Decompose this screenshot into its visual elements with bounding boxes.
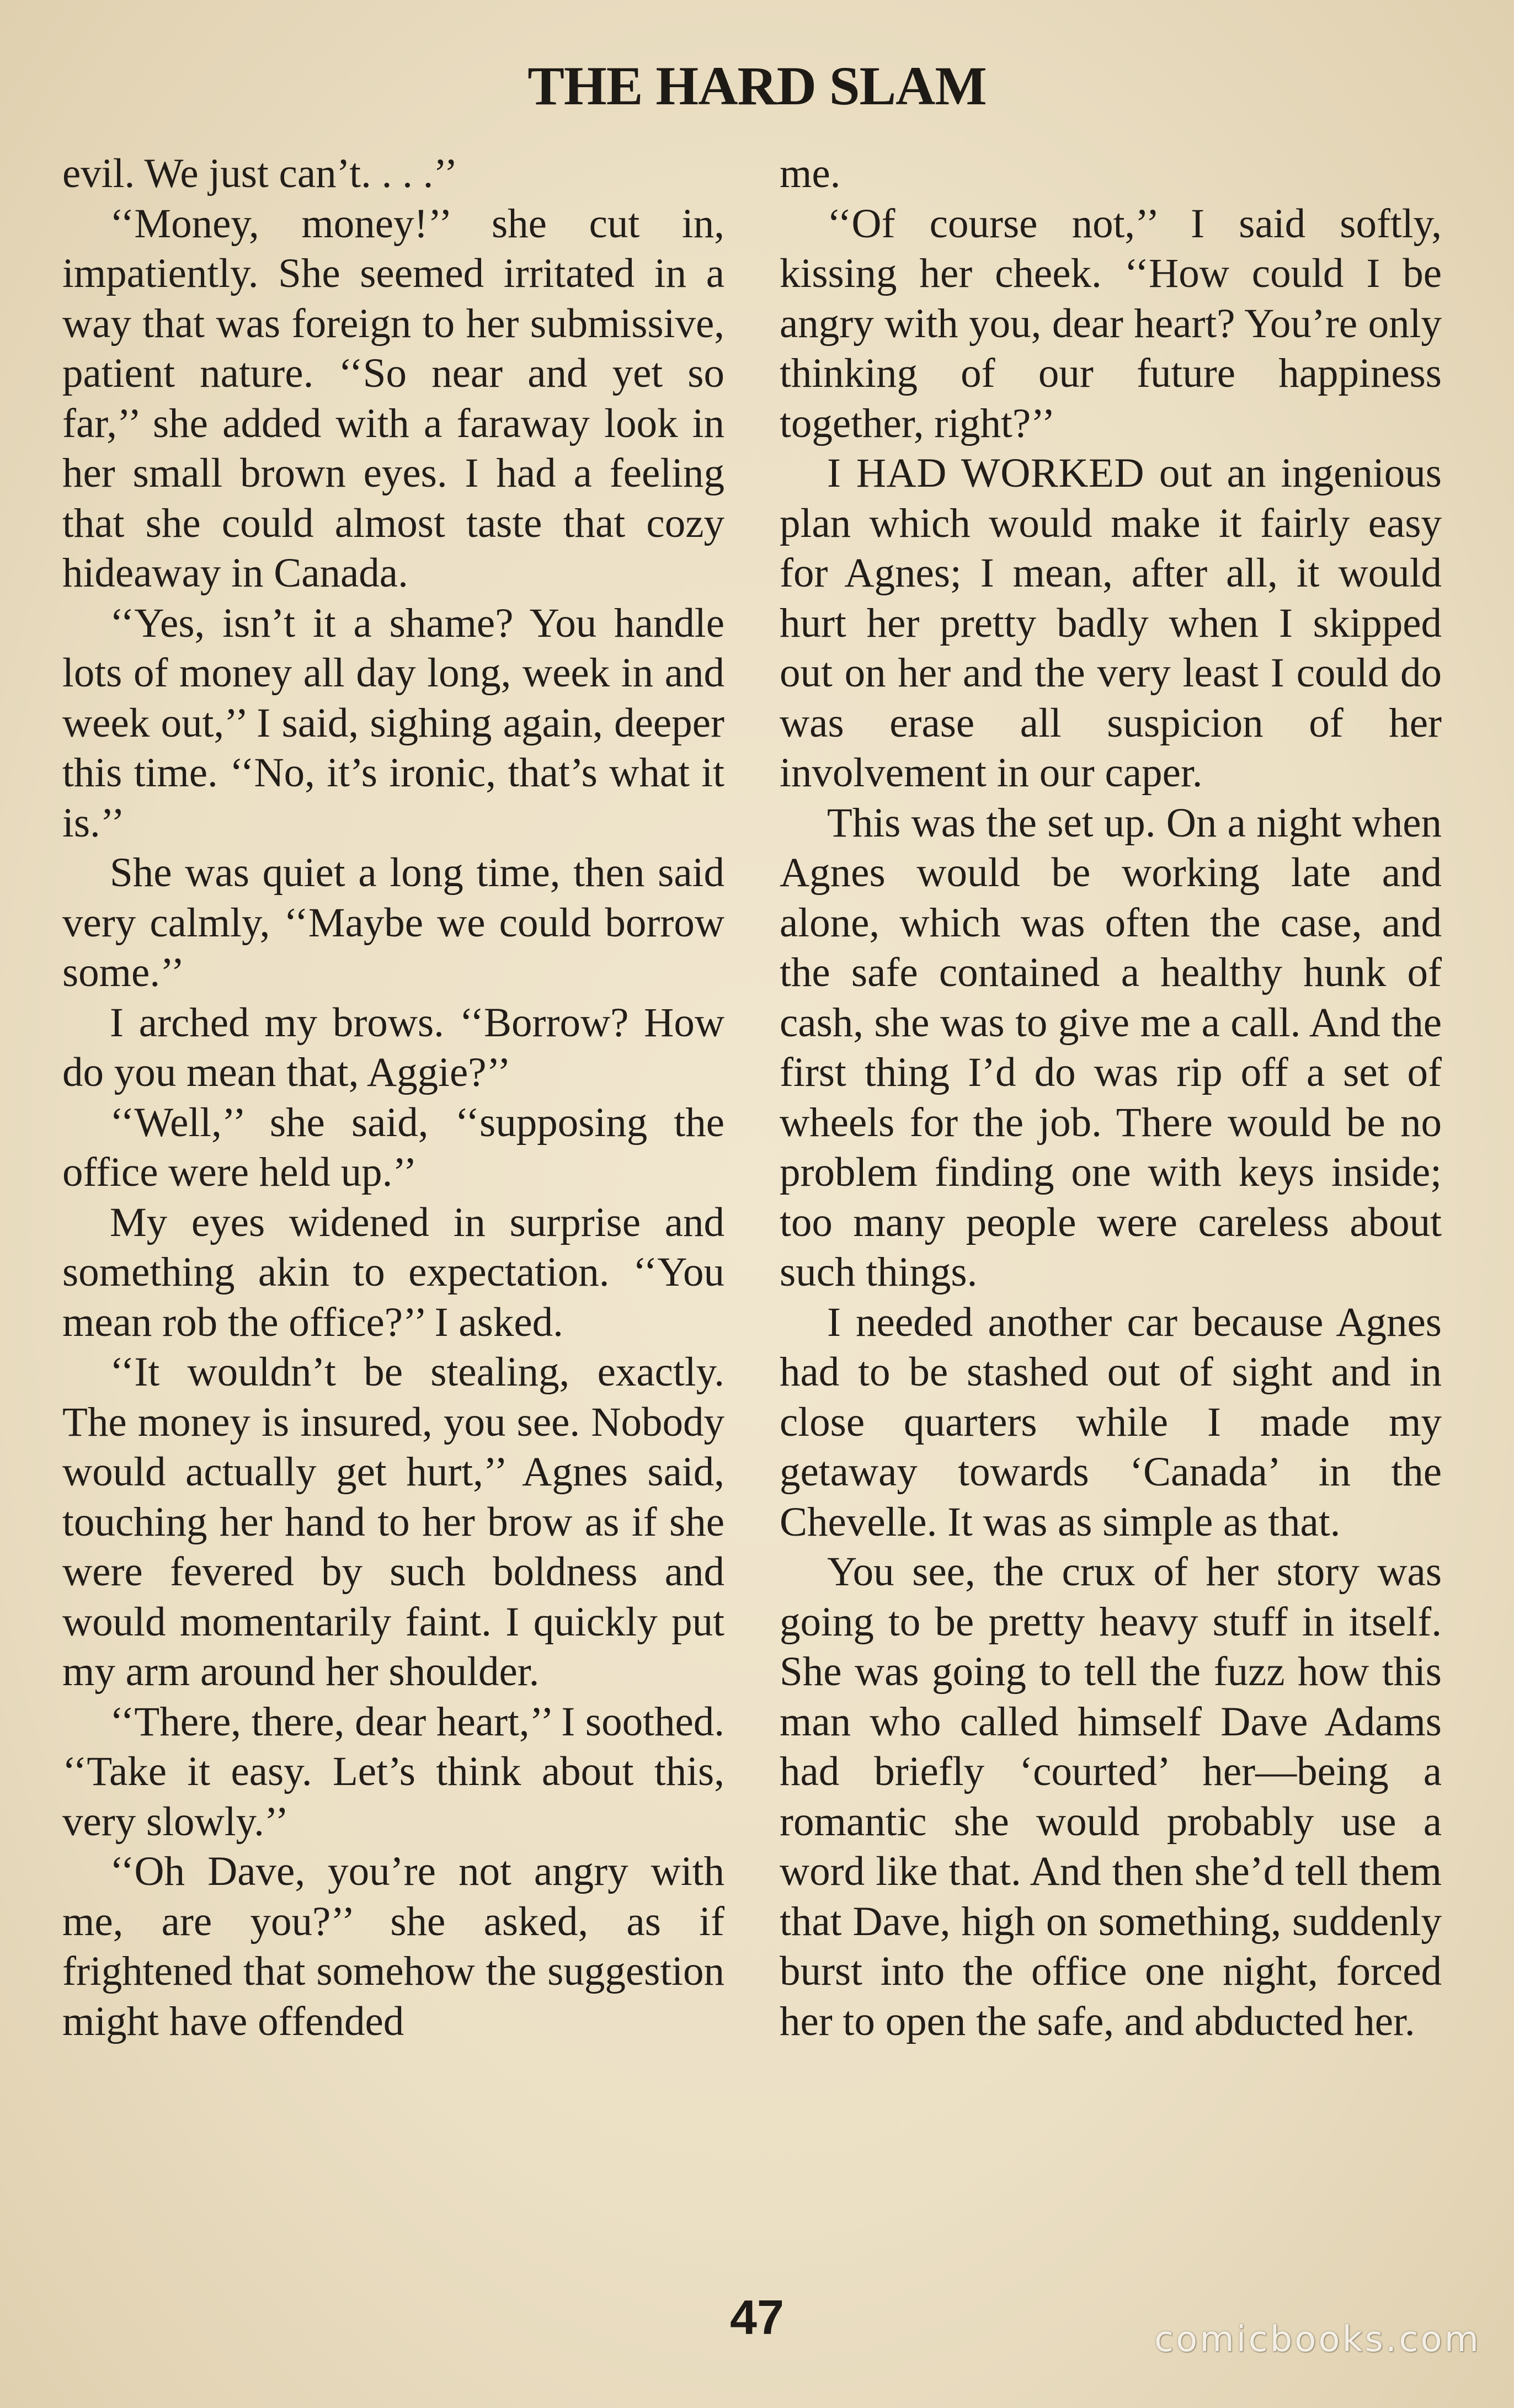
section-opening-paragraph (780, 449, 1442, 798)
paragraph: My eyes widened in surprise and something akin to expectation. ‘‘You mean rob the office?’’ I asked. (62, 1199, 724, 1345)
paragraph: She was quiet a long time, then said very calmly, ‘‘Maybe we could borrow some.’’ (62, 850, 724, 995)
section-opening-text: out an ingenious plan which would make it fairly easy for Agnes; I mean, after all, it would hurt her pretty badly when I skipped out on her and the very least I could do was erase all suspicion of her involvement in our caper. (780, 450, 1442, 796)
paragraph: ‘‘There, there, dear heart,’’ I soothed. ‘‘Take it easy. Let’s think about this, very slowly.’’ (62, 1698, 724, 1845)
paragraph-continuation: me. (780, 151, 841, 196)
paragraph: I arched my brows. ‘‘Borrow? How do you mean that, Aggie?’’ (62, 999, 724, 1095)
right-text-column (780, 149, 1442, 2047)
paragraph: This was the set up. On a night when Agnes would be working late and alone, which was often the case, and the safe contained a healthy hunk of cash, she was to give me a call. And the first thing I’d do was rip off a set of wheels for the job. There would be no problem finding one with keys inside; too many people were careless about such things. (780, 800, 1442, 1295)
paragraph-continuation: evil. We just can’t. . . .’’ (62, 151, 458, 196)
paragraph: ‘‘Yes, isn’t it a shame? You handle lots of money all day long, week in and week out,’’ I said, sighing again, deeper this time. ‘‘No, it’s ironic, that’s what it is.’’ (62, 600, 724, 846)
section-lead-in: I HAD WORKED (827, 450, 1145, 496)
paragraph: You see, the crux of her story was going to be pretty heavy stuff in itself. She was going to tell the fuzz how this man who called himself Dave Adams had briefly ‘courted’ her—being a romantic she would probably use a word like that. And then she’d tell them that Dave, high on something, suddenly burst into the office one night, forced her to open the safe, and abducted her. (780, 1549, 1442, 2044)
paragraph: ‘‘Well,’’ she said, ‘‘supposing the office were held up.’’ (62, 1099, 724, 1195)
paragraph: ‘‘Of course not,’’ I said softly, kissing her cheek. ‘‘How could I be angry with you, dear heart? You’re only thinking of our future happiness together, right?’’ (780, 200, 1442, 446)
paragraph: ‘‘It wouldn’t be stealing, exactly. The money is insured, you see. Nobody would actually get hurt,’’ Agnes said, touching her hand to her brow as if she were fevered by such boldness and would momentarily faint. I quickly put my arm around her shoulder. (62, 1349, 724, 1695)
running-head-title: THE HARD SLAM (527, 55, 987, 116)
page-number: 47 (730, 2290, 784, 2345)
watermark: comicbooks.com (1154, 2319, 1481, 2360)
paragraph: ‘‘Money, money!’’ she cut in, impatiently. She seemed irritated in a way that was foreign to her submissive, patient nature. ‘‘So near and yet so far,’’ she added with a faraway look in her small brown eyes. I had a feeling that she could almost taste that cozy hideaway in Canada. (62, 200, 724, 596)
paragraph: I needed another car because Agnes had to be stashed out of sight and in close quarters while I made my getaway towards ‘Canada’ in the Chevelle. It was as simple as that. (780, 1299, 1442, 1545)
left-text-column (62, 149, 724, 2047)
paragraph: ‘‘Oh Dave, you’re not angry with me, are you?’’ she asked, as if frightened that somehow the suggestion might have offended (62, 1848, 724, 2044)
